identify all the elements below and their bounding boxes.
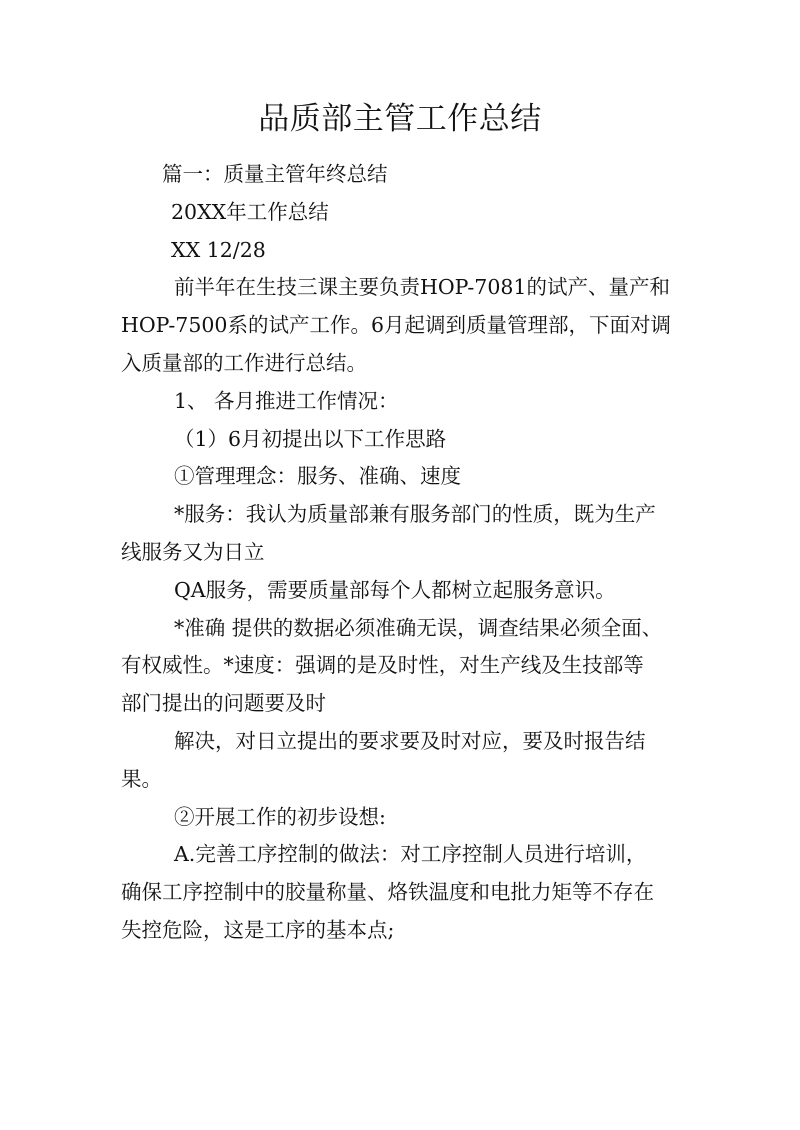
paragraph-line: A.完善工序控制的做法：对工序控制人员进行培训， <box>174 842 647 867</box>
paragraph-line: 线服务又为日立 <box>121 539 265 564</box>
report-date: XX 12/28 <box>171 237 266 262</box>
document-title: 品质部主管工作总结 <box>258 101 542 137</box>
paragraph-line: QA服务，需要质量部每个人都树立起服务意识。 <box>174 577 616 602</box>
sub-heading: （1）6月初提出以下工作思路 <box>174 426 447 451</box>
paragraph-line: 失控危险，这是工序的基本点; <box>121 917 395 942</box>
list-heading: 1、 各月推进工作情况： <box>174 388 399 413</box>
paragraph-line: 确保工序控制中的胶量称量、烙铁温度和电批力矩等不存在 <box>121 880 654 905</box>
paragraph-line: 前半年在生技三课主要负责HOP-7081的试产、量产和 <box>174 275 670 300</box>
document-body <box>121 156 691 950</box>
paragraph-line: 入质量部的工作进行总结。 <box>121 350 367 375</box>
paragraph-line: 解决，对日立提出的要求要及时对应，要及时报告结 <box>174 728 646 753</box>
paragraph-line: *服务：我认为质量部兼有服务部门的性质，既为生产 <box>174 502 656 527</box>
sub-item: ①管理理念：服务、准确、速度 <box>174 464 461 489</box>
paragraph-line: 部门提出的问题要及时 <box>121 691 326 716</box>
paragraph-line: 有权威性。*速度：强调的是及时性，对生产线及生技部等 <box>121 653 644 678</box>
paragraph-line: *准确 提供的数据必须准确无误，调查结果必须全面、 <box>174 615 663 640</box>
paragraph-line: HOP-7500系的试产工作。6月起调到质量管理部，下面对调 <box>121 313 671 338</box>
report-title: 20XX年工作总结 <box>171 199 329 224</box>
paragraph-line: 果。 <box>121 766 162 791</box>
sub-item: ②开展工作的初步设想: <box>174 804 386 829</box>
section-heading: 篇一：质量主管年终总结 <box>162 162 388 186</box>
